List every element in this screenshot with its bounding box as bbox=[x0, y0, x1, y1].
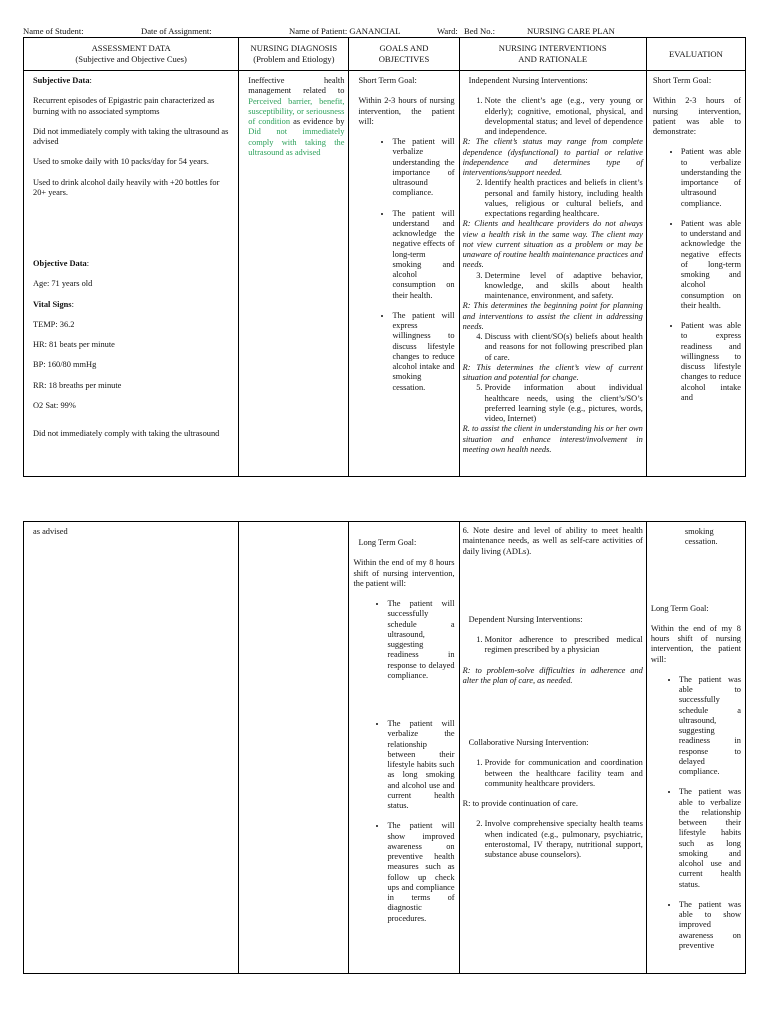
independent-intervention: 1. Note the client’s age (e.g., very young or elderly); cognitive, emotional, physical, and developmental status; and level of dependence and independence. bbox=[485, 96, 643, 137]
subjective-item-continued: as advised bbox=[33, 527, 68, 536]
long-term-goal-heading: Long Term Goal: bbox=[358, 538, 417, 547]
short-term-goal-item: • The patient will understand and acknowledge the negative effects of long-term smoking and alcohol consumption on their health. bbox=[392, 209, 454, 301]
col-evaluation-header: EVALUATION bbox=[646, 38, 745, 71]
vital-temp: TEMP: 36.2 bbox=[33, 319, 75, 329]
eval-short-term-item: • Patient was able to understand and acknowledge the negative effects of long-term smoking and alcohol consumption on their health. bbox=[681, 219, 741, 311]
eval-short-term-continued: smoking cessation. bbox=[684, 527, 718, 547]
dependent-intervention: 1. Monitor adherence to prescribed medical regimen prescribed by a physician bbox=[485, 635, 643, 656]
patient-name-label: Name of Patient: GANANCIAL bbox=[289, 26, 401, 36]
vital-rr: RR: 18 breaths per minute bbox=[33, 380, 122, 390]
rationale-text: R: to problem-solve difficulties in adherence and alter the plan of care, as needed. bbox=[462, 665, 643, 685]
rationale-text: R: The client’s status may range from complete dependence (dysfunctional) to partial or relative independence and determines type of interventions/support needed. bbox=[462, 137, 643, 177]
assessment-cell: Subjective Data: Recurrent episodes of Epigastric pain characterized as burning with no associated symptoms Did not immediately comply with taking the ultrasound as advised Used to smoke daily with 10 packs/day for 54 years. Used to drink alcohol daily heavily with +20 bottles for 20+ years. Objective Data: Age: 71 years old Vital Signs: TEMP: 36.2 HR: 81 beats per minute BP: 160/80 mmHg RR: 18 breaths per minute O2 Sat: 99% Did not immediately comply with taking the ultrasound bbox=[24, 71, 239, 477]
assessment-cell-continued bbox=[24, 522, 239, 974]
short-term-goal-item: • The patient will express willingness to discuss lifestyle changes to reduce alcohol intake and smoking cessation. bbox=[392, 311, 454, 393]
col-goals-header: GOALS AND OBJECTIVES bbox=[349, 38, 459, 71]
dependent-heading: Dependent Nursing Interventions: bbox=[468, 614, 583, 624]
care-plan-table-page-1 bbox=[23, 37, 746, 477]
objective-heading: Objective Data bbox=[33, 259, 87, 268]
goals-cell bbox=[349, 71, 459, 477]
rationale-text: R. to assist the client in understanding his or her own situation and enhance interest/involvement in meeting own health needs. bbox=[462, 424, 643, 454]
independent-intervention: 3. Determine level of adaptive behavior, knowledge, and skills about health maintenance, environment, and safety. bbox=[485, 271, 643, 302]
long-term-goal-intro: Within the end of my 8 hours shift of nursing intervention, the patient will: bbox=[353, 558, 455, 588]
rationale-text: R: This determines the beginning point for planning and interventions to assist the client in addressing needs. bbox=[462, 301, 643, 331]
subjective-item: Did not immediately comply with taking the ultrasound as advised bbox=[33, 126, 229, 146]
collaborative-intervention: 2. Involve comprehensive specialty health teams when indicated (e.g., pulmonary, psychiatric, enterostomal, IV therapy, nutritional support, substance abuse counselors). bbox=[485, 819, 643, 860]
independent-heading: Independent Nursing Interventions: bbox=[468, 76, 588, 85]
eval-short-term-heading: Short Term Goal: bbox=[652, 76, 712, 85]
column-header-row bbox=[24, 38, 746, 71]
interventions-cell-continued bbox=[459, 522, 646, 974]
form-title: NURSING CARE PLAN bbox=[527, 26, 615, 36]
goals-cell-continued bbox=[349, 522, 459, 974]
independent-intervention: 4. Discuss with client/SO(s) beliefs about health and reasons for not following prescribed plan of care. bbox=[485, 332, 643, 363]
age-value: Age: 71 years old bbox=[33, 279, 93, 289]
short-term-goal-item: • The patient will verbalize understanding the importance of ultrasound compliance. bbox=[392, 137, 454, 199]
vital-signs-heading: Vital Signs bbox=[33, 299, 72, 309]
subjective-item-continued: Did not immediately comply with taking the ultrasound bbox=[33, 429, 220, 438]
subjective-heading: Subjective Data bbox=[33, 76, 90, 85]
eval-long-term-heading: Long Term Goal: bbox=[650, 603, 709, 613]
col-interventions-header: NURSING INTERVENTIONS AND RATIONALE bbox=[459, 38, 646, 71]
col-assessment-header: ASSESSMENT DATA (Subjective and Objective Cues) bbox=[24, 38, 239, 71]
subjective-item: Used to smoke daily with 10 packs/day for 54 years. bbox=[33, 157, 209, 167]
collaborative-intervention: 1. Provide for communication and coordination between the healthcare facility team and community healthcare providers. bbox=[485, 758, 643, 789]
diagnosis-cell-continued bbox=[239, 522, 349, 974]
eval-short-term-item: • Patient was able to verbalize understanding the importance of ultrasound compliance. bbox=[681, 147, 741, 209]
rationale-text: R: Clients and healthcare providers do not always view a health risk in the same way. The client may not view current situation as a problem or may be unaware of routine health maintenance practices and needs. bbox=[462, 219, 643, 270]
short-term-goal-intro: Within 2-3 hours of nursing intervention, the patient will: bbox=[358, 96, 455, 126]
col-diagnosis-header: NURSING DIAGNOSIS (Problem and Etiology) bbox=[239, 38, 349, 71]
independent-intervention: 6. Note desire and level of ability to meet health maintenance needs, as well as self-care activities of daily living (ADLs). bbox=[462, 526, 643, 556]
interventions-cell bbox=[459, 71, 646, 477]
bed-label: Bed No.: bbox=[464, 26, 496, 36]
vital-bp: BP: 160/80 mmHg bbox=[33, 360, 97, 370]
nursing-diagnosis-text: Ineffective health management related to Perceived barrier, benefit, susceptibility, or seriousness of condition as evidence by Did not immediately comply with taking the ultrasound as advised bbox=[248, 76, 345, 157]
evaluation-cell-continued bbox=[646, 522, 745, 974]
long-term-goal-item: • The patient will show improved awareness on preventive health measures such as follow up check ups and compliance in terms of diagnostic procedures. bbox=[387, 821, 454, 924]
independent-intervention: 2. Identify health practices and beliefs in client’s personal and family history, including health values, religious or cultural beliefs, and expectations regarding healthcare. bbox=[485, 178, 643, 219]
assignment-date-label: Date of Assignment: bbox=[141, 26, 212, 36]
short-term-goal-heading: Short Term Goal: bbox=[358, 76, 417, 85]
independent-intervention: 5. Provide information about individual healthcare needs, using the client’s/SO’s preferred learning style (e.g., pictures, words, video, Internet) bbox=[485, 383, 643, 424]
long-term-goal-item: • The patient will successfully schedule a ultrasound, suggesting readiness in response to delayed compliance. bbox=[387, 599, 454, 681]
rationale-text: R: This determines the client’s view of current situation and potential for change. bbox=[462, 362, 643, 382]
etiology-text: Perceived barrier, benefit, susceptibility, or seriousness of condition bbox=[248, 96, 345, 126]
ward-label: Ward: bbox=[437, 26, 458, 36]
eval-long-term-intro: Within the end of my 8 hours shift of nursing intervention, the patient will: bbox=[650, 623, 741, 664]
vital-hr: HR: 81 beats per minute bbox=[33, 340, 115, 349]
rationale-text: R: to provide continuation of care. bbox=[462, 799, 578, 808]
eval-short-term-intro: Within 2-3 hours of nursing intervention, patient was able to demonstrate: bbox=[652, 96, 741, 136]
eval-long-term-item: • The patient was able to show improved awareness on preventive bbox=[679, 900, 741, 951]
subjective-item: Used to drink alcohol daily heavily with +20 bottles for 20+ years. bbox=[33, 177, 220, 197]
subjective-item: Recurrent episodes of Epigastric pain characterized as burning with no associated symptoms bbox=[33, 96, 215, 116]
eval-long-term-item: • The patient was able to verbalize the relationship between their lifestyle habits such as long smoking and alcohol use and current health status. bbox=[679, 787, 741, 890]
eval-long-term-item: • The patient was able to successfully schedule a ultrasound, suggesting readiness in response to delayed compliance. bbox=[679, 675, 741, 778]
evidence-text: Did not immediately comply with taking the ultrasound as advised bbox=[248, 127, 345, 157]
diagnosis-cell bbox=[239, 71, 349, 477]
vital-o2: O2 Sat: 99% bbox=[33, 400, 76, 410]
collaborative-heading: Collaborative Nursing Intervention: bbox=[468, 738, 589, 747]
long-term-goal-item: • The patient will verbalize the relationship between their lifestyle habits such as long smoking and alcohol use and current health status. bbox=[387, 719, 454, 811]
evaluation-cell bbox=[646, 71, 745, 477]
student-name-label: Name of Student: bbox=[23, 26, 84, 36]
eval-short-term-item: • Patient was able to express readiness and willingness to discuss lifestyle changes to reduce alcohol intake and bbox=[681, 321, 741, 403]
care-plan-table-page-2 bbox=[23, 521, 746, 974]
